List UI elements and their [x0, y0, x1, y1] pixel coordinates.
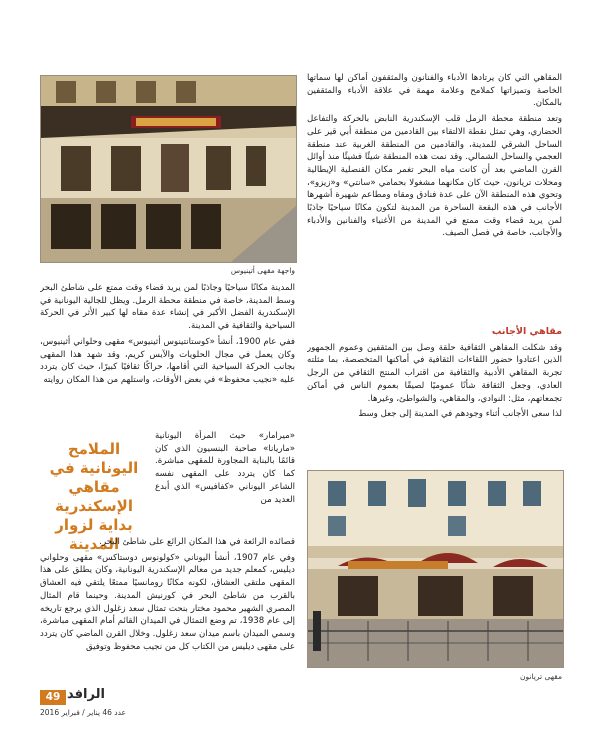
right-paragraph-2: وتعد منطقة محطة الرمل قلب الإسكندرية النابض بالحركة والتفاعل الحضاري، وهي تمثل نقطة الالتقاء بين القادمين من منطقة أبي قير على الساحل الشرقي للمدينة، والقادمين من المنطقة الغربية عند منطقة العجمي والساحل الشمالي. وقد نمت هذه المنطقة شيئًا فشيئًا منذ أوائل القرن الماضي بعد أن كانت مياه البحر تغمر مكان القنصلية الإيطالية ومحلات تريانون، حيث كان مكانهما مشغولا بحمامي «سانتي» و«زيزو»، وتحوي هذه المنطقة الآن على عدة فنادق ومقاه ومطاعم شهيرة أشهرها الأجانب في هذه البقعة الساحرة من المدينة لتكون مكانًا سياحيًا جاذبًا لمن يريد قضاء وقت ممتع في المدينة من الأغنياء والفنانين والأدباء والأجانب، خاصة في فصل الصيف.: [307, 114, 562, 239]
left-column: [40, 282, 295, 430]
left-paragraph-1: المدينة مكانًا سياحيًا وجاذبًا لمن يريد قضاء وقت ممتع على شاطئ البحر وسط المدينة، خاصة في منطقة محطة الرمل. ويظل للجالية اليونانية في الإسكندرية الفضل الأكبر في إنشاء عدة مقاه لها كبير الأثر في الحركة السياحية والثقافية في المدينة.: [40, 283, 295, 332]
left-paragraph-2: ففي عام 1900، أنشأ «كوستانتينوس أثينيوس» مقهى وحلواني أثينيوس، وكان يعمل في مجال الحلويات والآيس كريم، وقد شهد هذا المقهى بجانب الحركة السياحية التي أقامها، حراكًا ثقافيًا كبيرًا، حيث كان يتردد عليه «نجيب محفوظ» في بعض الأوقات، واستلهم من هذا المكان روايته: [40, 336, 295, 385]
left-inner-paragraph: «ميرامار» حيث المرأة اليونانية «ماريانا» صاحبة البنسيون الذي كان قائمًا بالبناية المجاورة للمقهى مباشرة. كما كان يتردد على المقهى نفسه الشاعر اليوناني «كفافيس» الذي أبدع العديد من: [155, 431, 295, 505]
left-inner-column: [155, 430, 295, 534]
right-column: [307, 72, 562, 308]
section-subheading: مقاهي الأجانب: [491, 326, 562, 337]
trianon-cafe-illustration: [308, 471, 563, 667]
right-column-lower: [307, 322, 562, 462]
athineos-cafe-photo: [40, 75, 297, 263]
bottom-photo-caption: مقهى تريانون: [520, 672, 562, 681]
left-paragraph-4: وفي عام 1907، أنشأ اليوناني «كولونوس دوستاكس» مقهى وحلواني ديليس، كمعلم جديد من معالم الإسكندرية اليونانية، وكان يطلق على هذا المقهى ملتقى العشاق، لكونه مكانًا رومانسيًا ممتعًا يلتقي فيه العشاق بالقرب من شاطئ البحر في كورنيش المدينة. وحينما قام المثال المصري الشهير محمود مختار بنحت تمثال سعد زغلول الذي يرجع تاريخه إلى عام 1938، تم وضع التمثال في الميدان القائم أمام المقهى مباشرة، وسمي الميدان باسم ميدان سعد زغلول. وخلال القرن الماضي كان يتردد على مقهى ديليس من الكتاب كل من نجيب محفوظ وتوفيق: [40, 552, 295, 652]
left-column-lower: [40, 536, 295, 678]
magazine-logo: الرافد: [67, 687, 105, 702]
page-number: 49: [40, 690, 66, 705]
pull-quote: الملامح اليونانية في مقاهي الإسكندرية بداية لزوار المدينة: [49, 440, 139, 553]
left-paragraph-3: قصائده الرائعة في هذا المكان الرائع على شاطئ البحر.: [99, 537, 295, 547]
right-paragraph-4: لذا سعى الأجانب أثناء وجودهم في المدينة إلى جعل وسط: [358, 409, 562, 420]
right-paragraph-3: وقد شكلت المقاهي الثقافية حلقة وصل بين المثقفين وعموم الجمهور الذين اعتادوا حضور اللقاءات الثقافية في أماكنها المتخصصة، بما مثلته تجربة المقاهي الأدبية والثقافية من اقتراب المنتج الثقافي من الرجل العادي، وجعل الثقافة شأنًا عموميًا لصيقًا بعموم الناس في أماكن تجمعاتهم، مثل: النوادي، والمقاهي، والشواطئ، وغيرها.: [307, 342, 562, 404]
athineos-cafe-illustration: [41, 76, 296, 262]
trianon-cafe-photo: [307, 470, 564, 668]
right-paragraph-1: المقاهي التي كان يرتادها الأدباء والفنانون والمثقفون أماكن لها سماتها الخاصة وتميزاتها كملامح وعلامة مهمة في علاقة الأدباء والمثقفين بالمكان.: [307, 73, 562, 109]
top-photo-caption: واجهة مقهى أتينيوس: [230, 266, 295, 275]
issue-info: عدد 46 يناير / فبراير 2016: [40, 708, 127, 717]
